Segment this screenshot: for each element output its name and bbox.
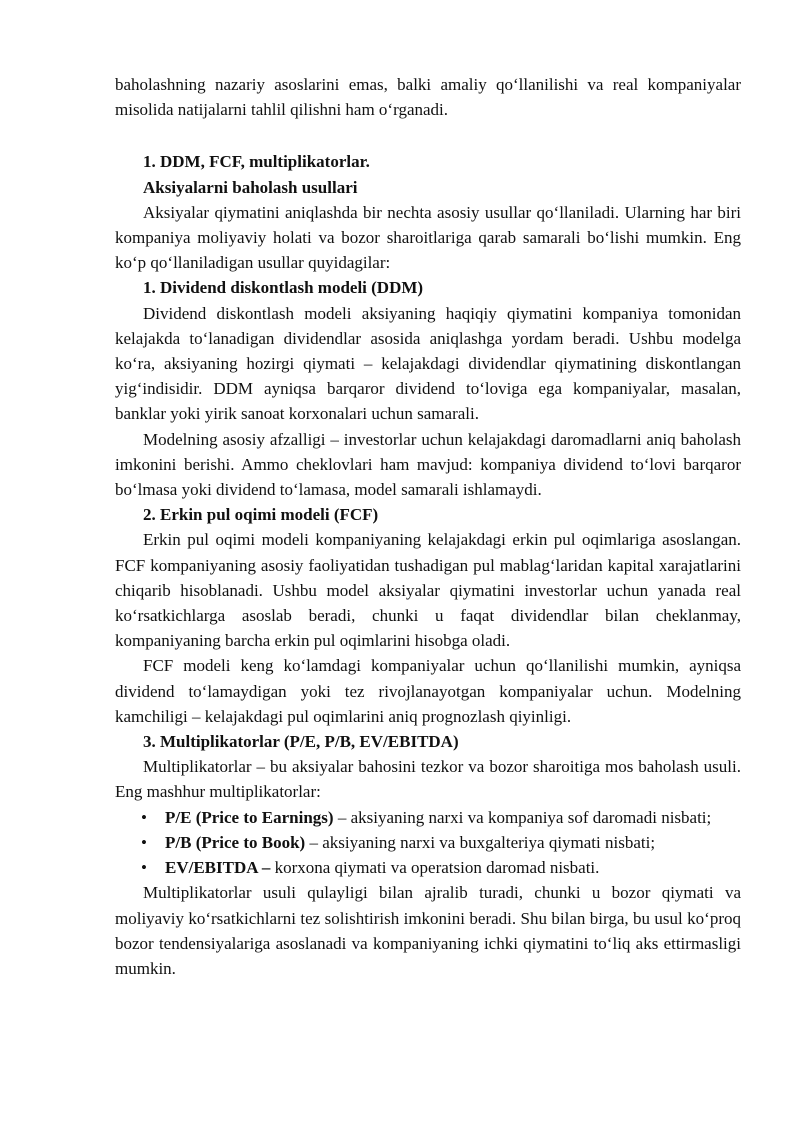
fcf-paragraph-1: Erkin pul oqimi modeli kompaniyaning kelajakdagi erkin pul oqimlariga asoslangan. FCF kompaniyaning asosiy faoliyatidan tushadigan pul mablag‘laridan kapital xarajatlarini chiqarib hisoblanadi. Ushbu model aksiyalar qiymatini investorlar uchun yanada real ko‘rsatkichlarga asoslab beradi, chunki u faqat dividendlar bilan cheklanmay, kompaniyaning barcha erkin pul oqimlarini hisobga oladi. <box>115 530 741 651</box>
bullet-icon: • <box>141 832 147 852</box>
fcf-heading: 2. Erkin pul oqimi modeli (FCF) <box>143 505 379 525</box>
multiples-intro-paragraph: Multiplikatorlar – bu aksiyalar bahosini tezkor va bozor sharoitiga mos baholash usuli. Eng mashhur multiplikatorlar: <box>115 757 741 802</box>
list-item <box>115 830 741 855</box>
list-item <box>115 805 741 830</box>
ddm-paragraph-1: Dividend diskontlash modeli aksiyaning haqiqiy qiymatini kompaniya tomonidan kelajakda to‘lanadigan dividendlar asosida aniqlashga yordam beradi. Ushbu modelga ko‘ra, aksiyaning hozirgi qiymati – kelajakdagi dividendlar qiymatining diskontlangan yig‘indisidir. DDM ayniqsa barqaror dividend to‘loviga ega kompaniyalar, masalan, banklar yoki yirik sanoat korxonalari uchun samarali. <box>115 303 741 424</box>
fcf-paragraph-2: FCF modeli keng ko‘lamdagi kompaniyalar uchun qo‘llanilishi mumkin, ayniqsa dividend to‘lamaydigan yoki tez rivojlanayotgan kompaniyalar uchun. Modelning kamchiligi – kelajakdagi pul oqimlarini aniq prognozlash qiyinligi. <box>115 656 741 726</box>
list-item-description: – aksiyaning narxi va buxgalteriya qiymati nisbati; <box>305 832 656 852</box>
section-subtitle: Aksiyalarni baholash usullari <box>143 177 358 197</box>
multiples-list <box>115 805 741 881</box>
bullet-icon: • <box>141 807 147 827</box>
multiples-conclusion-paragraph: Multiplikatorlar usuli qulayligi bilan ajralib turadi, chunki u bozor qiymati va moliyaviy ko‘rsatkichlarni tez solishtirish imkonini beradi. Shu bilan birga, bu usul ko‘proq bozor tendensiyalariga asoslanadi va kompaniyaning ichki qiymatini to‘liq aks ettirmasligi mumkin. <box>115 883 741 978</box>
ddm-heading: 1. Dividend diskontlash modeli (DDM) <box>143 278 424 298</box>
document-page <box>115 72 741 981</box>
section-title: 1. DDM, FCF, multiplikatorlar. <box>143 152 370 172</box>
list-item-term: P/E (Price to Earnings) <box>165 807 334 827</box>
bullet-icon: • <box>141 858 147 878</box>
intro-continuation-paragraph: baholashning nazariy asoslarini emas, balki amaliy qo‘llanilishi va real kompaniyalar misolida natijalarni tahlil qilishni ham o‘rganadi. <box>115 75 741 120</box>
section-intro-paragraph: Aksiyalar qiymatini aniqlashda bir nechta asosiy usullar qo‘llaniladi. Ularning har biri kompaniya moliyaviy holati va bozor sharoitlariga qarab samarali bo‘lishi mumkin. Eng ko‘p qo‘llaniladigan usullar quyidagilar: <box>115 202 741 273</box>
list-item-term: P/B (Price to Book) <box>165 832 306 852</box>
paragraph-gap <box>115 122 741 149</box>
list-item-description: – aksiyaning narxi va kompaniya sof daromadi nisbati; <box>333 807 712 827</box>
list-item-term: EV/EBITDA – <box>165 858 271 878</box>
ddm-paragraph-2: Modelning asosiy afzalligi – investorlar uchun kelajakdagi daromadlarni aniq baholash imkonini berishi. Ammo cheklovlari ham mavjud: kompaniya dividend to‘lovi barqaror bo‘lmasa yoki dividend to‘lamasa, model samarali ishlamaydi. <box>115 429 741 500</box>
list-item <box>115 855 741 880</box>
multiples-heading: 3. Multiplikatorlar (P/E, P/B, EV/EBITDA) <box>143 732 459 752</box>
list-item-description: korxona qiymati va operatsion daromad nisbati. <box>270 858 600 878</box>
